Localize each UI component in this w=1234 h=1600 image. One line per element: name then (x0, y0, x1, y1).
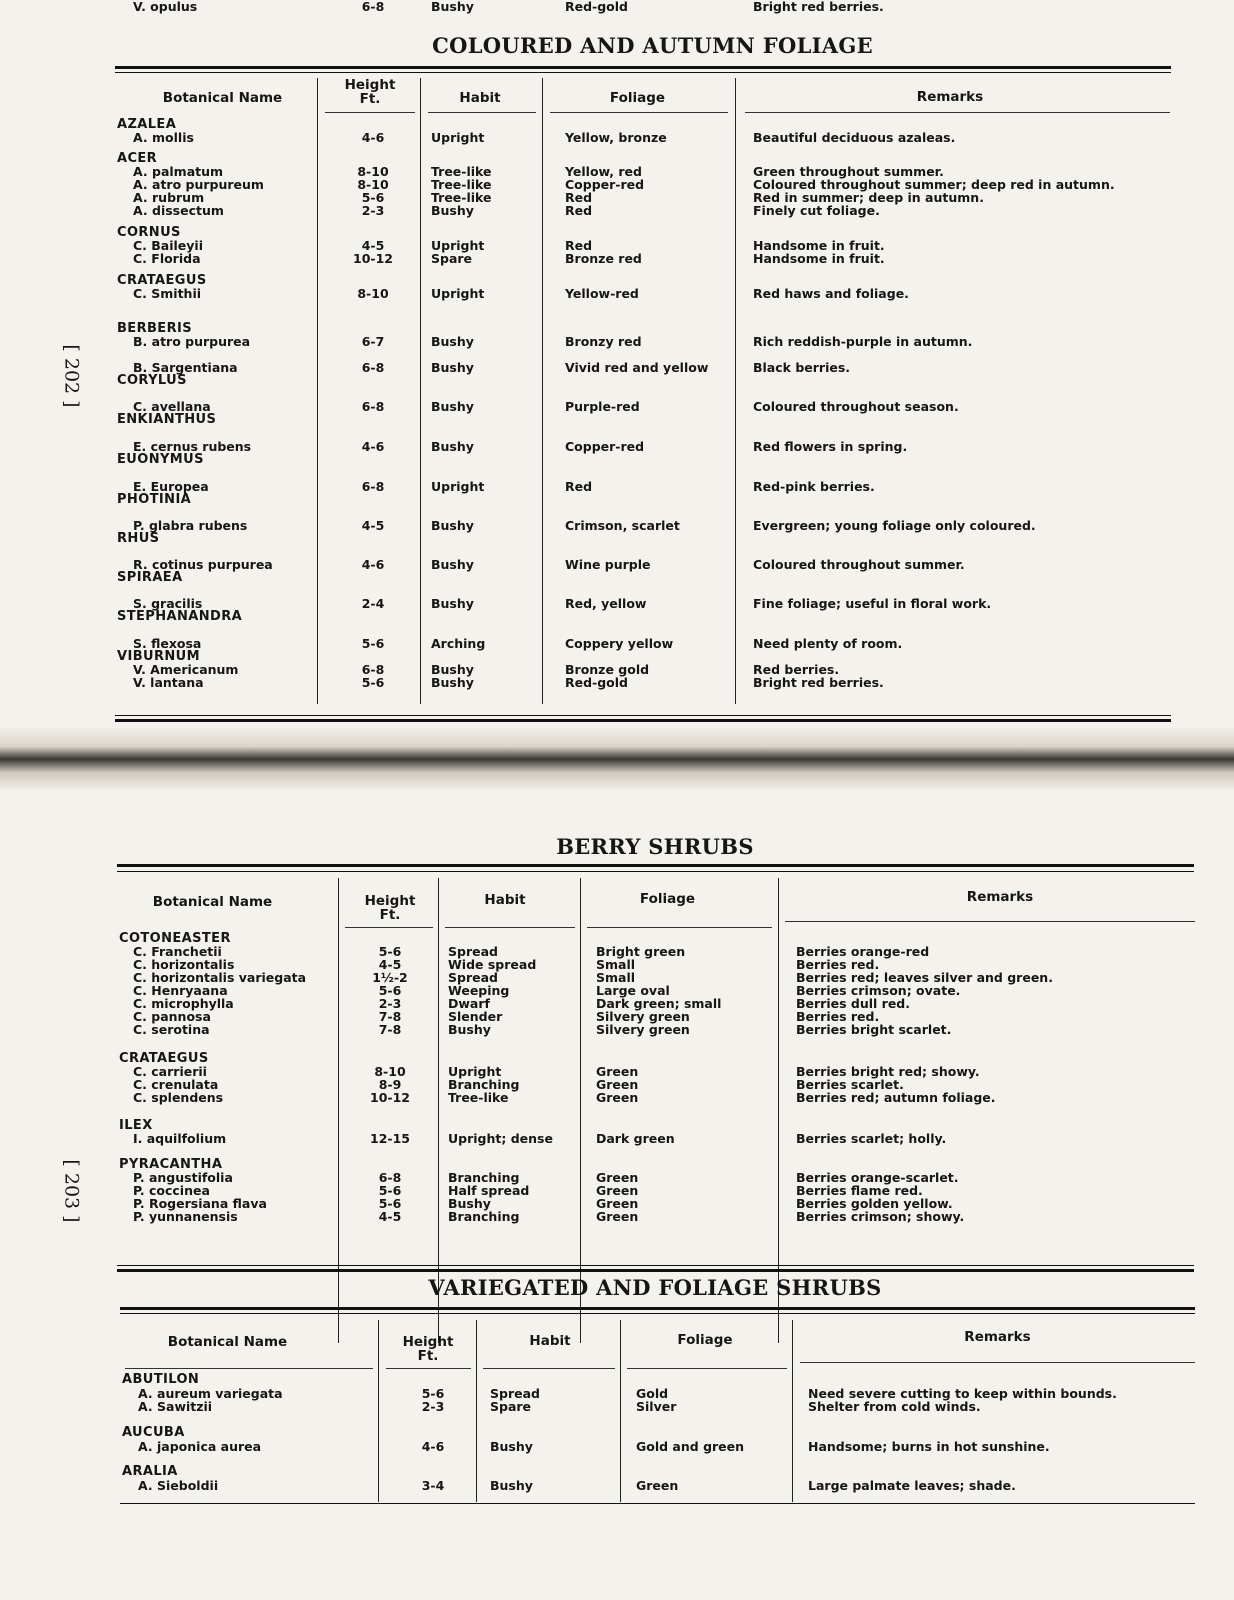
foliage-value: Red (565, 238, 593, 253)
genus-name: EUONYMUS (117, 452, 204, 467)
habit-value: Bushy (431, 203, 474, 218)
genus-row (0, 571, 1234, 584)
height-value: 10-12 (370, 1090, 410, 1105)
botanical-name: A. atro purpureum (133, 177, 264, 192)
genus-row (0, 493, 1234, 506)
habit-value: Bushy (431, 360, 474, 375)
table-coloured-foliage (0, 0, 1234, 745)
habit-value: Spread (448, 970, 498, 985)
botanical-name: E. Europea (133, 479, 209, 494)
foliage-value: Bronzy red (565, 334, 642, 349)
page-203 (0, 800, 1234, 1600)
genus-row (0, 453, 1234, 466)
botanical-name: C. pannosa (133, 1009, 211, 1024)
habit-value: Bushy (490, 1439, 533, 1454)
remarks-value: Handsome in fruit. (753, 238, 885, 253)
foliage-value: Silver (636, 1399, 677, 1414)
height-value: 6-8 (361, 479, 385, 494)
habit-value: Upright (431, 286, 485, 301)
botanical-name: C. Franchetii (133, 944, 222, 959)
height-value: 4-5 (378, 1209, 402, 1224)
habit-value: Tree-like (431, 164, 492, 179)
height-value: 8-9 (378, 1077, 402, 1092)
genus-row (0, 610, 1234, 623)
remarks-value: Berries scarlet. (796, 1077, 904, 1092)
botanical-name: P. yunnanensis (133, 1209, 238, 1224)
genus-name: ILEX (119, 1118, 153, 1133)
height-value: 6-8 (361, 662, 385, 677)
habit-value: Bushy (431, 675, 474, 690)
foliage-value: Red (565, 190, 593, 205)
habit-value: Tree-like (448, 1090, 509, 1105)
remarks-value: Berries flame red. (796, 1183, 923, 1198)
remarks-value: Berries orange-scarlet. (796, 1170, 959, 1185)
habit-value: Bushy (431, 399, 474, 414)
habit-value: Half spread (448, 1183, 530, 1198)
col-head-height: Height Ft. (364, 893, 416, 923)
height-value: 5-6 (361, 190, 385, 205)
remarks-value: Coloured throughout summer. (753, 557, 965, 572)
table-row (0, 335, 1234, 348)
bottom-rule (120, 1503, 1195, 1504)
head-underline (325, 112, 415, 113)
foliage-value: Wine purple (565, 557, 651, 572)
bottom-rule (115, 719, 1171, 722)
height-value: 5-6 (421, 1386, 445, 1401)
remarks-value: Need severe cutting to keep within bounds. (808, 1386, 1117, 1401)
remarks-value: Beautiful deciduous azaleas. (753, 130, 956, 145)
habit-value: Bushy (431, 334, 474, 349)
head-underline (428, 112, 536, 113)
height-value: 6-8 (378, 1170, 402, 1185)
habit-value: Bushy (448, 1022, 491, 1037)
genus-name: AUCUBA (122, 1425, 185, 1440)
col-head-remarks: Remarks (966, 889, 1034, 905)
height-value: 6-8 (361, 399, 385, 414)
bottom-rule-thin (115, 715, 1171, 716)
remarks-value: Berries red; leaves silver and green. (796, 970, 1053, 985)
foliage-value: Yellow-red (565, 286, 639, 301)
table-row (0, 1479, 1234, 1492)
foliage-value: Bronze gold (565, 662, 650, 677)
botanical-name: R. cotinus purpurea (133, 557, 273, 572)
col-head-height: Height Ft. (402, 1334, 454, 1364)
foliage-value: Silvery green (596, 1009, 690, 1024)
remarks-value: Handsome; burns in hot sunshine. (808, 1439, 1050, 1454)
habit-value: Arching (431, 636, 486, 651)
table-row (0, 519, 1234, 532)
height-value: 1½-2 (372, 970, 408, 985)
botanical-name: C. horizontalis variegata (133, 970, 307, 985)
habit-value: Bushy (431, 518, 474, 533)
foliage-value: Coppery yellow (565, 636, 674, 651)
genus-row (0, 413, 1234, 426)
remarks-value: Red flowers in spring. (753, 439, 908, 454)
botanical-name: P. glabra rubens (133, 518, 248, 533)
genus-name: CORYLUS (117, 373, 187, 388)
col-head-name: Botanical Name (162, 90, 283, 106)
botanical-name: V. Americanum (133, 662, 239, 677)
foliage-value: Yellow, bronze (565, 130, 667, 145)
remarks-value: Bright red berries. (753, 0, 884, 14)
habit-value: Slender (448, 1009, 503, 1024)
height-value: 4-6 (361, 130, 385, 145)
genus-row (0, 1465, 1234, 1478)
table-row (0, 252, 1234, 265)
botanical-name: A. palmatum (133, 164, 224, 179)
foliage-value: Red (565, 203, 593, 218)
col-head-remarks: Remarks (964, 1329, 1031, 1345)
botanical-name: C. Baileyii (133, 238, 204, 253)
genus-name: CRATAEGUS (119, 1051, 209, 1066)
foliage-value: Green (596, 1183, 639, 1198)
genus-name: BERBERIS (117, 321, 192, 336)
height-value: 2-3 (421, 1399, 445, 1414)
height-value: 6-8 (361, 0, 385, 14)
genus-name: ABUTILON (122, 1372, 200, 1387)
col-head-foliage: Foliage (609, 90, 666, 106)
remarks-value: Berries scarlet; holly. (796, 1131, 947, 1146)
remarks-value: Berries crimson; showy. (796, 1209, 965, 1224)
foliage-value: Silvery green (596, 1022, 690, 1037)
habit-value: Upright (431, 238, 485, 253)
habit-value: Bushy (431, 557, 474, 572)
height-value: 8-10 (357, 286, 389, 301)
height-value: 4-5 (361, 238, 385, 253)
height-value: 5-6 (378, 1196, 402, 1211)
foliage-value: Green (596, 1064, 639, 1079)
height-value: 6-8 (361, 360, 385, 375)
botanical-name: B. Sargentiana (133, 360, 238, 375)
remarks-value: Handsome in fruit. (753, 251, 885, 266)
botanical-name: C. serotina (133, 1022, 210, 1037)
remarks-value: Red in summer; deep in autumn. (753, 190, 984, 205)
height-value: 4-5 (378, 957, 402, 972)
section-title: COLOURED AND AUTUMN FOLIAGE (432, 33, 873, 58)
botanical-name: E. cernus rubens (133, 439, 252, 454)
habit-value: Branching (448, 1209, 520, 1224)
foliage-value: Green (596, 1090, 639, 1105)
botanical-name: C. splendens (133, 1090, 224, 1105)
foliage-value: Red-gold (565, 675, 629, 690)
habit-value: Bushy (431, 596, 474, 611)
botanical-name: C. Henryaana (133, 983, 228, 998)
botanical-name: A. japonica aurea (138, 1439, 262, 1454)
col-head-name: Botanical Name (152, 894, 273, 910)
habit-value: Bushy (431, 439, 474, 454)
botanical-name: S. flexosa (133, 636, 202, 651)
remarks-value: Green throughout summer. (753, 164, 944, 179)
height-value: 7-8 (378, 1009, 402, 1024)
foliage-value: Green (596, 1170, 639, 1185)
remarks-value: Berries red. (796, 1009, 880, 1024)
foliage-value: Gold (636, 1386, 669, 1401)
col-head-name: Botanical Name (167, 1334, 288, 1350)
remarks-value: Black berries. (753, 360, 851, 375)
habit-value: Spare (431, 251, 473, 266)
head-underline (125, 1368, 373, 1369)
book-gutter (0, 728, 1234, 790)
foliage-value: Dark green; small (596, 996, 722, 1011)
table-row (0, 287, 1234, 300)
remarks-value: Berries bright red; showy. (796, 1064, 980, 1079)
habit-value: Upright (448, 1064, 502, 1079)
page-202 (0, 0, 1234, 745)
foliage-value: Dark green (596, 1131, 675, 1146)
remarks-value: Coloured throughout summer; deep red in autumn. (753, 177, 1115, 192)
height-value: 5-6 (378, 983, 402, 998)
remarks-value: Berries red. (796, 957, 880, 972)
botanical-name: I. aquilfolium (133, 1131, 227, 1146)
foliage-value: Red-gold (565, 0, 629, 14)
height-value: 2-4 (361, 596, 385, 611)
head-underline (627, 1368, 787, 1369)
habit-value: Upright; dense (448, 1131, 553, 1146)
section-title: VARIEGATED AND FOLIAGE SHRUBS (428, 1275, 882, 1300)
genus-row (0, 1426, 1234, 1439)
habit-value: Upright (431, 130, 485, 145)
genus-name: ARALIA (122, 1464, 178, 1479)
remarks-value: Rich reddish-purple in autumn. (753, 334, 973, 349)
col-head-habit: Habit (484, 892, 526, 908)
habit-value: Branching (448, 1170, 520, 1185)
botanical-name: V. opulus (133, 0, 198, 14)
habit-value: Bushy (490, 1478, 533, 1493)
genus-name: ACER (117, 151, 158, 166)
page-number: [ 203 ] (60, 1159, 83, 1223)
height-value: 5-6 (378, 1183, 402, 1198)
table-row (0, 558, 1234, 571)
genus-row (0, 532, 1234, 545)
remarks-value: Large palmate leaves; shade. (808, 1478, 1016, 1493)
height-value: 8-10 (374, 1064, 406, 1079)
botanical-name: P. coccinea (133, 1183, 210, 1198)
height-value: 6-7 (361, 334, 385, 349)
remarks-value: Red berries. (753, 662, 840, 677)
height-value: 5-6 (378, 944, 402, 959)
head-underline (483, 1368, 615, 1369)
height-value: 8-10 (357, 164, 389, 179)
height-value: 3-4 (421, 1478, 445, 1493)
table-row (0, 204, 1234, 217)
foliage-value: Crimson, scarlet (565, 518, 680, 533)
remarks-value: Berries orange-red (796, 944, 930, 959)
remarks-value: Berries crimson; ovate. (796, 983, 961, 998)
foliage-value: Copper-red (565, 177, 645, 192)
remarks-value: Red haws and foliage. (753, 286, 909, 301)
botanical-name: A. Sieboldii (138, 1478, 219, 1493)
height-value: 12-15 (370, 1131, 410, 1146)
botanical-name: A. dissectum (133, 203, 224, 218)
botanical-name: B. atro purpurea (133, 334, 251, 349)
height-value: 4-6 (361, 557, 385, 572)
head-underline (800, 1362, 1195, 1363)
height-value: 8-10 (357, 177, 389, 192)
genus-name: RHUS (117, 531, 160, 546)
genus-name: PYRACANTHA (119, 1157, 223, 1172)
botanical-name: C. Florida (133, 251, 201, 266)
remarks-value: Evergreen; young foliage only coloured. (753, 518, 1036, 533)
height-value: 4-6 (361, 439, 385, 454)
height-value: 7-8 (378, 1022, 402, 1037)
botanical-name: C. horizontalis (133, 957, 235, 972)
genus-row (0, 1373, 1234, 1386)
remarks-value: Shelter from cold winds. (808, 1399, 981, 1414)
foliage-value: Vivid red and yellow (565, 360, 709, 375)
height-value: 5-6 (361, 675, 385, 690)
habit-value: Spread (490, 1386, 540, 1401)
height-value: 2-3 (378, 996, 402, 1011)
botanical-name: C. carrierii (133, 1064, 207, 1079)
remarks-value: Bright red berries. (753, 675, 884, 690)
botanical-name: A. Sawitzii (138, 1399, 213, 1414)
remarks-value: Berries dull red. (796, 996, 910, 1011)
foliage-value: Gold and green (636, 1439, 745, 1454)
col-head-habit: Habit (459, 90, 501, 106)
table-row (0, 0, 1234, 13)
habit-value: Bushy (431, 662, 474, 677)
genus-name: CRATAEGUS (117, 273, 207, 288)
botanical-name: C. Smithii (133, 286, 202, 301)
col-head-habit: Habit (529, 1333, 571, 1349)
head-underline (745, 112, 1170, 113)
section-title: BERRY SHRUBS (556, 834, 754, 859)
genus-name: VIBURNUM (117, 649, 200, 664)
foliage-value: Small (596, 957, 636, 972)
height-value: 4-6 (421, 1439, 445, 1454)
table-row (0, 1440, 1234, 1453)
habit-value: Weeping (448, 983, 510, 998)
height-value: 2-3 (361, 203, 385, 218)
page-number: [ 202 ] (60, 344, 83, 408)
table-row (0, 131, 1234, 144)
table-row (0, 1400, 1234, 1413)
foliage-value: Large oval (596, 983, 670, 998)
habit-value: Tree-like (431, 177, 492, 192)
genus-name: CORNUS (117, 225, 181, 240)
botanical-name: A. mollis (133, 130, 194, 145)
habit-value: Bushy (448, 1196, 491, 1211)
foliage-value: Green (596, 1209, 639, 1224)
height-value: 10-12 (353, 251, 393, 266)
botanical-name: C. avellana (133, 399, 211, 414)
habit-value: Upright (431, 479, 485, 494)
botanical-name: A. rubrum (133, 190, 205, 205)
remarks-value: Red-pink berries. (753, 479, 875, 494)
remarks-value: Berries golden yellow. (796, 1196, 953, 1211)
genus-name: AZALEA (117, 117, 177, 132)
col-head-foliage: Foliage (677, 1332, 733, 1348)
genus-name: ENKIANTHUS (117, 412, 217, 427)
foliage-value: Small (596, 970, 636, 985)
foliage-value: Copper-red (565, 439, 645, 454)
habit-value: Dwarf (448, 996, 490, 1011)
col-head-remarks: Remarks (916, 89, 984, 105)
remarks-value: Finely cut foliage. (753, 203, 880, 218)
habit-value: Tree-like (431, 190, 492, 205)
col-head-foliage: Foliage (639, 891, 696, 907)
table-variegated-shrubs (0, 800, 1234, 1600)
habit-value: Spare (490, 1399, 532, 1414)
habit-value: Bushy (431, 0, 474, 14)
botanical-name: A. aureum variegata (138, 1386, 283, 1401)
habit-value: Branching (448, 1077, 520, 1092)
foliage-value: Yellow, red (565, 164, 642, 179)
foliage-value: Bronze red (565, 251, 642, 266)
botanical-name: C. crenulata (133, 1077, 219, 1092)
botanical-name: V. lantana (133, 675, 204, 690)
genus-name: STEPHANANDRA (117, 609, 243, 624)
habit-value: Wide spread (448, 957, 537, 972)
botanical-name: P. angustifolia (133, 1170, 233, 1185)
head-underline (550, 112, 728, 113)
foliage-value: Red, yellow (565, 596, 647, 611)
remarks-value: Coloured throughout season. (753, 399, 959, 414)
height-value: 4-5 (361, 518, 385, 533)
height-value: 5-6 (361, 636, 385, 651)
genus-name: SPIRAEA (117, 570, 183, 585)
foliage-value: Bright green (596, 944, 686, 959)
foliage-value: Red (565, 479, 593, 494)
genus-row (0, 374, 1234, 387)
remarks-value: Fine foliage; useful in floral work. (753, 596, 992, 611)
genus-name: COTONEASTER (119, 931, 231, 946)
botanical-name: S. gracilis (133, 596, 203, 611)
remarks-value: Need plenty of room. (753, 636, 903, 651)
col-head-height: Height Ft. (344, 77, 396, 107)
foliage-value: Green (596, 1196, 639, 1211)
habit-value: Spread (448, 944, 498, 959)
foliage-value: Green (636, 1478, 679, 1493)
table-row (0, 676, 1234, 689)
foliage-value: Green (596, 1077, 639, 1092)
foliage-value: Purple-red (565, 399, 640, 414)
genus-name: PHOTINIA (117, 492, 192, 507)
remarks-value: Berries bright scarlet. (796, 1022, 952, 1037)
head-underline (386, 1368, 471, 1369)
botanical-name: P. Rogersiana flava (133, 1196, 267, 1211)
botanical-name: C. microphylla (133, 996, 234, 1011)
remarks-value: Berries red; autumn foliage. (796, 1090, 996, 1105)
